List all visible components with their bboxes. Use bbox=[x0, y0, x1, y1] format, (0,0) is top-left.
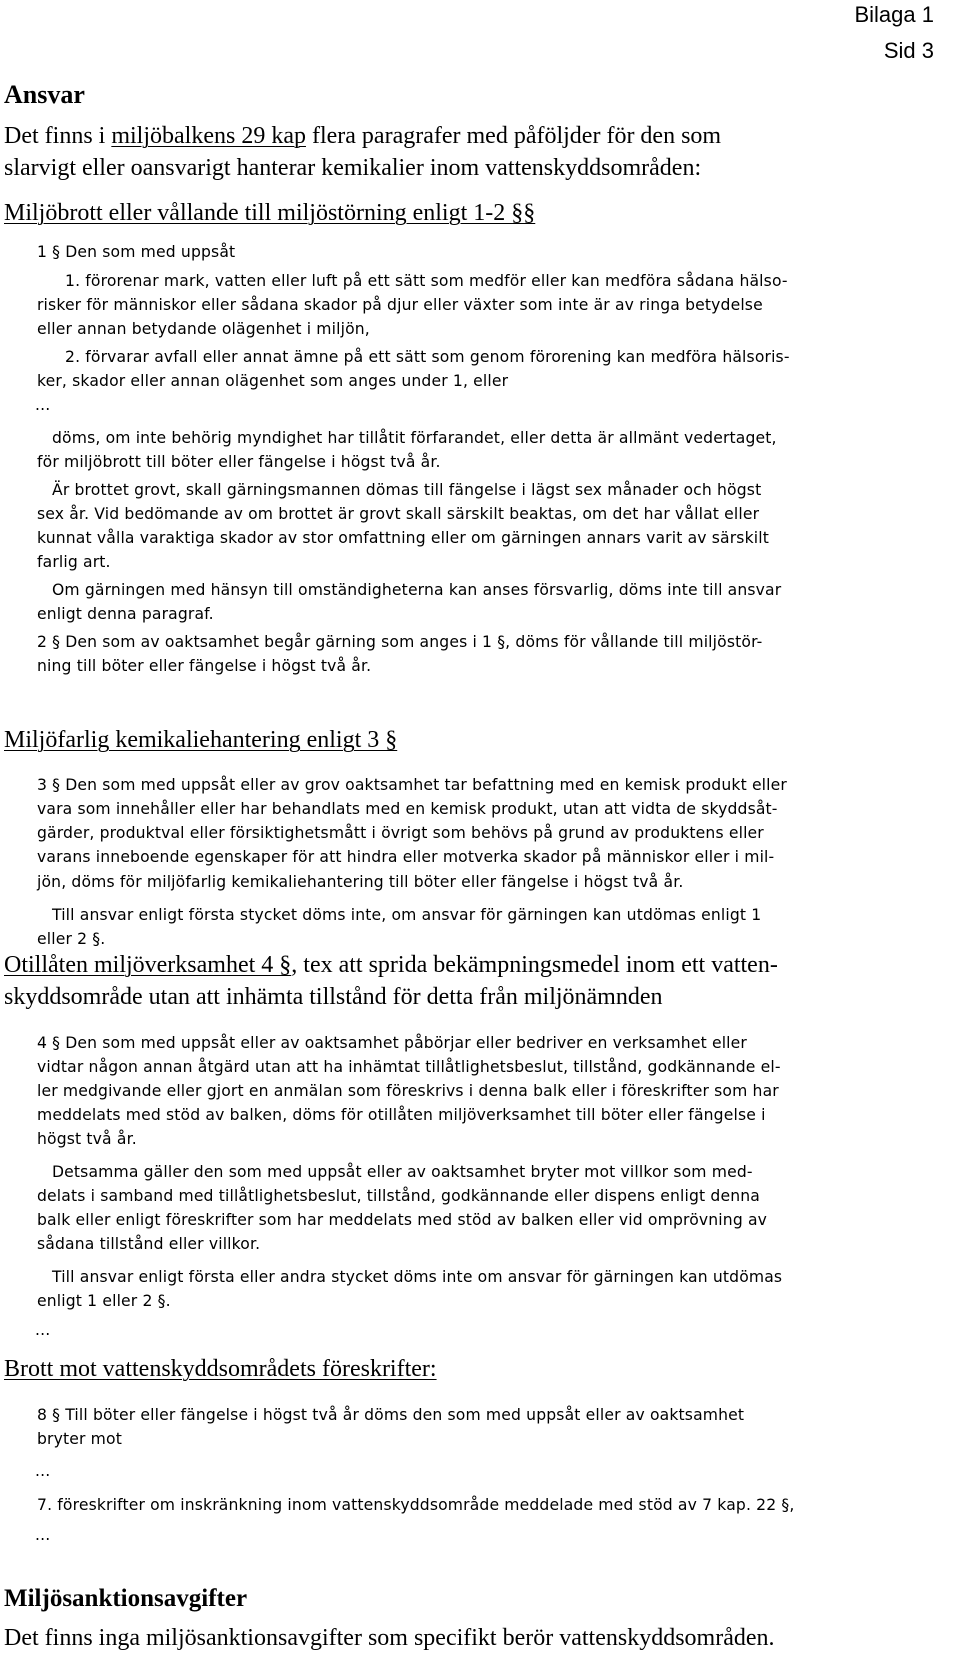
law-line: 4 § Den som med uppsåt eller av oaktsamhet påbörjar eller bedriver en verksamhet eller bbox=[37, 1034, 747, 1052]
law-line: enligt denna paragraf. bbox=[37, 605, 214, 623]
otillaten-heading-suffix: , tex att sprida bekämpningsmedel inom ett vatten- bbox=[291, 952, 778, 978]
section-heading-sanktion: Miljösanktionsavgifter bbox=[4, 1585, 248, 1612]
law-line: varans inneboende egenskaper för att hindra eller motverka skador på människor eller i mil- bbox=[37, 848, 775, 866]
law-line: högst två år. bbox=[37, 1130, 137, 1148]
law-line: sex år. Vid bedömande av om brottet är grovt skall särskilt beaktas, om det har vållat eller bbox=[37, 505, 760, 523]
section-heading-otillaten bbox=[4, 952, 778, 979]
page-header bbox=[854, 4, 934, 62]
ellipsis: ... bbox=[35, 396, 51, 414]
law-line: vidtar någon annan åtgärd utan att ha inhämtat tillåtlighetsbeslut, tillstånd, godkännande el- bbox=[37, 1058, 781, 1076]
law-line: vara som innehåller eller har behandlats med en kemisk produkt, utan att vidta de skyddsåt- bbox=[37, 800, 778, 818]
law-line: Till ansvar enligt första stycket döms inte, om ansvar för gärningen kan utdömas enligt 1 bbox=[52, 906, 762, 924]
section-heading-kemikalie[interactable]: Miljöfarlig kemikaliehantering enligt 3 § bbox=[4, 727, 398, 753]
intro-suffix: flera paragrafer med påföljder för den som bbox=[305, 123, 722, 149]
law-line: enligt 1 eller 2 §. bbox=[37, 1292, 171, 1310]
law-line: 2. förvarar avfall eller annat ämne på ett sätt som genom förorening kan medföra hälsoris- bbox=[65, 348, 790, 366]
law-line: balk eller enligt föreskrifter som har meddelats med stöd av balken eller vid omprövning av bbox=[37, 1211, 768, 1229]
law-line: Om gärningen med hänsyn till omständigheterna kan anses försvarlig, döms inte till ansvar bbox=[52, 581, 782, 599]
sanktion-body: Det finns inga miljösanktionsavgifter som specifikt berör vattenskyddsområden. bbox=[4, 1625, 775, 1651]
law-line: ning till böter eller fängelse i högst två år. bbox=[37, 657, 372, 675]
law-line: delats i samband med tillåtlighetsbeslut, tillstånd, godkännande eller dispens enligt denna bbox=[37, 1187, 760, 1205]
law-line: Till ansvar enligt första eller andra stycket döms inte om ansvar för gärningen kan utdömas bbox=[52, 1268, 783, 1286]
section-heading-otillaten-line2: skyddsområde utan att inhämta tillstånd för detta från miljönämnden bbox=[4, 984, 663, 1010]
intro-line-2: slarvigt eller oansvarigt hanterar kemikalier inom vattenskyddsområden: bbox=[4, 155, 702, 181]
appendix-label: Bilaga 1 bbox=[854, 2, 934, 27]
law-line: 3 § Den som med uppsåt eller av grov oaktsamhet tar befattning med en kemisk produkt eller bbox=[37, 776, 787, 794]
law-line: sådana tillstånd eller villkor. bbox=[37, 1235, 261, 1253]
ellipsis: ... bbox=[35, 1462, 51, 1480]
law-line: bryter mot bbox=[37, 1430, 122, 1448]
section-heading-ansvar: Ansvar bbox=[4, 80, 85, 109]
law-line: Detsamma gäller den som med uppsåt eller av oaktsamhet bryter mot villkor som med- bbox=[52, 1163, 753, 1181]
law-line: för miljöbrott till böter eller fängelse i högst två år. bbox=[37, 453, 441, 471]
law-line: 2 § Den som av oaktsamhet begår gärning som anges i 1 §, döms för vållande till miljöstör- bbox=[37, 633, 763, 651]
page-number: Sid 3 bbox=[883, 38, 934, 63]
intro-line-1 bbox=[4, 123, 721, 150]
law-line: gärder, produktval eller försiktighetsmått i övrigt som behövs på grund av produktens eller bbox=[37, 824, 764, 842]
law-line: ler medgivande eller gjort en anmälan som föreskrivs i denna balk eller i föreskrifter som har bbox=[37, 1082, 779, 1100]
ellipsis: ... bbox=[35, 1321, 51, 1339]
ellipsis: ... bbox=[35, 1526, 51, 1544]
law-line: Är brottet grovt, skall gärningsmannen dömas till fängelse i lägst sex månader och högst bbox=[52, 481, 762, 499]
law-line: eller annan betydande olägenhet i miljön, bbox=[37, 320, 370, 338]
intro-prefix: Det finns i bbox=[4, 123, 112, 149]
law-line: meddelats med stöd av balken, döms för otillåten miljöverksamhet till böter eller fängelse i bbox=[37, 1106, 766, 1124]
law-line: farlig art. bbox=[37, 553, 111, 571]
otillaten-link[interactable]: Otillåten miljöverksamhet 4 § bbox=[4, 952, 292, 978]
law-line: döms, om inte behörig myndighet har tillåtit förfarandet, eller detta är allmänt vedertaget, bbox=[52, 429, 777, 447]
section-heading-miljobrott[interactable]: Miljöbrott eller vållande till miljöstörning enligt 1-2 §§ bbox=[4, 200, 536, 226]
law-line: kunnat vålla varaktiga skador av stor omfattning eller om gärningen annars varit av särskilt bbox=[37, 529, 769, 547]
law-line: eller 2 §. bbox=[37, 930, 106, 948]
miljobalken-link[interactable]: miljöbalkens 29 kap bbox=[111, 123, 306, 149]
law-line: 1. förorenar mark, vatten eller luft på ett sätt som medför eller kan medföra sådana hälso- bbox=[65, 272, 788, 290]
law-line: risker för människor eller sådana skador på djur eller växter som inte är av ringa betydelse bbox=[37, 296, 763, 314]
law-line: 8 § Till böter eller fängelse i högst två år döms den som med uppsåt eller av oaktsamhet bbox=[37, 1406, 745, 1424]
law-line: 7. föreskrifter om inskränkning inom vattenskyddsområde meddelade med stöd av 7 kap. 22 §, bbox=[37, 1496, 795, 1514]
law-line: 1 § Den som med uppsåt bbox=[37, 243, 236, 261]
law-line: jön, döms för miljöfarlig kemikaliehantering till böter eller fängelse i högst två år. bbox=[37, 873, 684, 891]
law-line: ker, skador eller annan olägenhet som anges under 1, eller bbox=[37, 372, 509, 390]
section-heading-brott[interactable]: Brott mot vattenskyddsområdets föreskrifter: bbox=[4, 1356, 437, 1382]
